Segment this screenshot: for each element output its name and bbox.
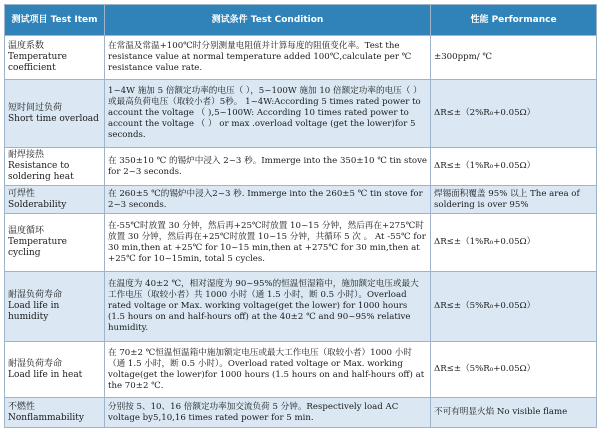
test-condition-cell <box>105 214 431 272</box>
performance-cell <box>431 214 597 272</box>
table-row <box>5 398 597 428</box>
performance-cell <box>431 272 597 342</box>
test-condition: 在常温及常温+100℃时分别测量电阻值并计算每度的阻值变化率。Test the resistance value at normal temperature added 100℃,calculate per ℃ resistance value rate. <box>108 41 412 73</box>
test-item-cn: 可焊性 <box>8 188 36 199</box>
test-item-cell <box>5 398 105 428</box>
table-row <box>5 148 597 186</box>
test-item-cell <box>5 80 105 148</box>
test-condition: 分别按 5、10、16 倍额定功率加交流负荷 5 分钟。Respectively load AC voltage by5,10,16 times rated power for 5 min. <box>108 401 399 423</box>
test-item-cn: 耐湿负荷寿命 <box>8 290 63 300</box>
performance-value: ΔR≤±（5%R₀+0.05Ω） <box>434 364 536 374</box>
test-item-cn: 耐焊接热 <box>8 150 45 160</box>
test-condition-cell <box>105 272 431 342</box>
header-test-condition: 测试条件 Test Condition <box>105 5 431 36</box>
table-row <box>5 214 597 272</box>
test-item-en: Resistance to soldering heat <box>8 161 74 182</box>
test-condition: 在 260±5 ℃的锡炉中浸入2~3 秒. Immerge into the 260±5 ℃ tin stove for 2~3 seconds. <box>108 188 423 210</box>
performance-value: ΔR≤±（1%R₀+0.05Ω） <box>434 237 536 247</box>
performance-value: 焊锡面积覆盖 95% 以上 The area of soldering is over 95% <box>434 188 580 210</box>
performance-cell <box>431 36 597 80</box>
table-row <box>5 80 597 148</box>
test-item-cn: 不燃性 <box>8 401 36 412</box>
table-row <box>5 272 597 342</box>
test-item-cell <box>5 148 105 186</box>
test-item-en: Temperature coefficient <box>8 52 67 73</box>
table-row <box>5 342 597 398</box>
test-condition-cell <box>105 36 431 80</box>
test-item-cn: 短时间过负荷 <box>8 102 63 113</box>
performance-cell <box>431 398 597 428</box>
test-condition-cell <box>105 398 431 428</box>
table-header-row <box>5 5 597 36</box>
performance-value: ΔR≤±（1%R₀+0.05Ω） <box>434 161 536 171</box>
test-condition-cell <box>105 148 431 186</box>
test-item-en: Load life in heat <box>8 369 83 380</box>
test-condition: 在 350±10 ℃ 的锡炉中浸入 2~3 秒。Immerge into the 350±10 ℃ tin stove for 2~3 seconds. <box>108 155 428 177</box>
test-item-cn: 耐湿负荷寿命 <box>8 358 63 369</box>
test-condition: 在-55℃时放置 30 分钟，然后再+25℃时放置 10~15 分钟，然后再在+275℃时放置 30 分钟，然后再在+25℃时放置 10~15 分钟，共循环 5 次 。 At -55℃ for 30 min,then at +25℃ for 10~15 min,then at +275℃ for 30 min,then at +25℃ for 10~15min, total 5 cycles. <box>108 220 426 264</box>
performance-cell <box>431 148 597 186</box>
performance-cell <box>431 80 597 148</box>
performance-cell <box>431 186 597 214</box>
header-test-item: 测试项目 Test Item <box>5 5 105 36</box>
test-condition: 在温度为 40±2 ℃，相对湿度为 90~95%的恒温恒湿箱中，施加额定电压或最大工作电压（取较小者）共 1000 小时（通 1.5 小时，断 0.5 小时）。Overload rated voltage or Max. working voltage(get the lower) for 1000 hours (1.5 hours on and half-hours off) at the 40±2 ℃ and 90~95% relative humidity. <box>108 279 419 333</box>
test-item-cell <box>5 186 105 214</box>
header-performance: 性能 Performance <box>431 5 597 36</box>
performance-value: ΔR≤±（2%R₀+0.05Ω） <box>434 108 536 118</box>
test-item-en: Temperature cycling <box>8 237 67 258</box>
test-condition-cell <box>105 80 431 148</box>
test-item-cell <box>5 272 105 342</box>
test-item-en: Solderability <box>8 199 67 210</box>
test-condition-cell <box>105 186 431 214</box>
test-item-cn: 温度循环 <box>8 226 45 236</box>
performance-value: ΔR≤±（5%R₀+0.05Ω） <box>434 301 536 311</box>
test-condition-cell <box>105 342 431 398</box>
test-item-cell <box>5 214 105 272</box>
test-item-cell <box>5 36 105 80</box>
test-item-cn: 温度系数 <box>8 41 45 51</box>
test-condition: 1~4W 施加 5 倍额定功率的电压（ ），5~100W 施加 10 倍额定功率的电压（ ）或最高负荷电压（取较小者）5秒。 1~4W:According 5 times rated power to account the voltage （ ),5~100W: According 10 times rated power to account the voltage （ ） or max .overload voltage (get the lower)for 5 seconds. <box>108 86 422 140</box>
performance-cell <box>431 342 597 398</box>
table-row <box>5 36 597 80</box>
performance-value: ±300ppm/ ℃ <box>434 52 492 62</box>
spec-table <box>4 4 597 428</box>
test-item-en: Short time overload <box>8 113 99 124</box>
test-item-en: Load life in humidity <box>8 301 60 322</box>
test-condition: 在 70±2 ℃恒温恒温箱中施加额定电压或最大工作电压（取较小者）1000 小时（通 1.5 小时，断 0.5 小时）。Overload rated voltage or Max. working voltage(get the lower)for 1000 hours (1.5 hours on and half-hours off) at the 70±2 ℃. <box>108 347 425 391</box>
test-item-en: Nonflammability <box>8 412 84 423</box>
performance-value: 不可有明显火焰 No visible flame <box>434 407 568 417</box>
table-row <box>5 186 597 214</box>
test-item-cell <box>5 342 105 398</box>
